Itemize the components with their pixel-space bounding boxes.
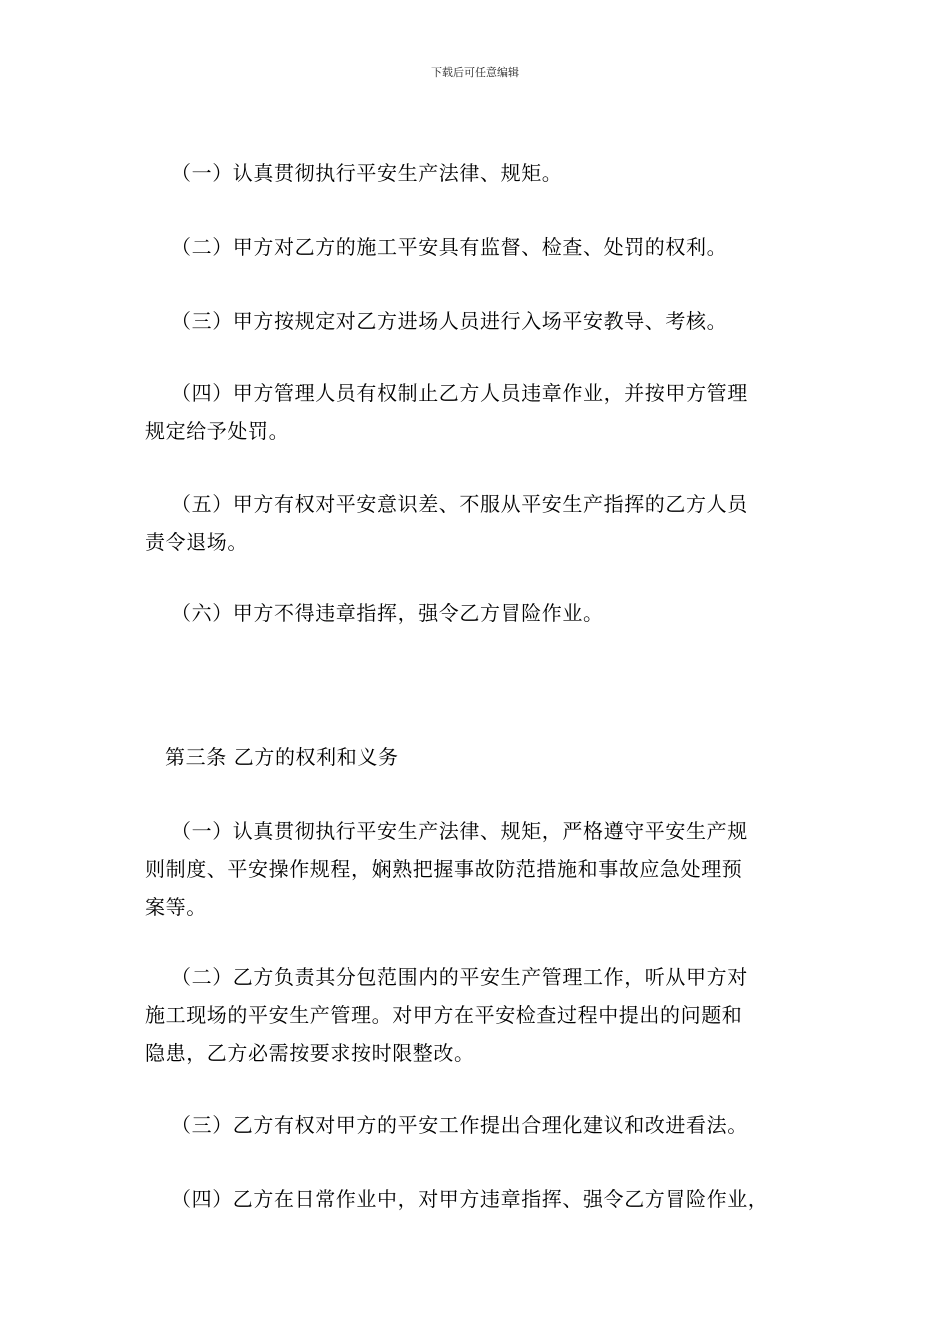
list-item — [145, 1106, 825, 1144]
list-item — [145, 958, 825, 1072]
list-item — [145, 485, 825, 561]
section-heading: 第三条 乙方的权利和义务 — [165, 745, 399, 769]
paragraph-line: 案等。 — [145, 895, 207, 919]
list-item — [145, 302, 825, 340]
list-item — [145, 812, 825, 926]
list-item — [145, 594, 825, 632]
list-item — [145, 228, 825, 266]
list-item — [145, 374, 825, 450]
paragraph-line: （三）乙方有权对甲方的平安工作提出合理化建议和改进看法。 — [171, 1113, 748, 1137]
paragraph-line: （三）甲方按规定对乙方进场人员进行入场平安教导、考核。 — [171, 309, 728, 333]
paragraph-line: （二）甲方对乙方的施工平安具有监督、检查、处罚的权利。 — [171, 235, 728, 259]
paragraph-line: 施工现场的平安生产管理。对甲方在平安检查过程中提出的问题和 — [145, 1003, 743, 1027]
paragraph-line: 规定给予处罚。 — [145, 419, 290, 443]
paragraph-line: 隐患，乙方必需按要求按时限整改。 — [145, 1041, 475, 1065]
paragraph-line: （一）认真贯彻执行平安生产法律、规矩，严格遵守平安生产规 — [171, 819, 748, 843]
list-item — [145, 154, 825, 192]
list-item — [145, 1180, 825, 1218]
paragraph-line: 责令退场。 — [145, 530, 248, 554]
paragraph-line: （四）甲方管理人员有权制止乙方人员违章作业，并按甲方管理 — [171, 381, 748, 405]
paragraph-line: （五）甲方有权对平安意识差、不服从平安生产指挥的乙方人员 — [171, 492, 748, 516]
page-header-note: 下载后可任意编辑 — [431, 66, 519, 79]
paragraph-line: （一）认真贯彻执行平安生产法律、规矩。 — [171, 161, 563, 185]
paragraph-line: （四）乙方在日常作业中，对甲方违章指挥、强令乙方冒险作业， — [171, 1187, 769, 1211]
paragraph-line: （六）甲方不得违章指挥，强令乙方冒险作业。 — [171, 601, 604, 625]
paragraph-line: 则制度、平安操作规程，娴熟把握事故防范措施和事故应急处理预 — [145, 857, 743, 881]
paragraph-line: （二）乙方负责其分包范围内的平安生产管理工作，听从甲方对 — [171, 965, 748, 989]
